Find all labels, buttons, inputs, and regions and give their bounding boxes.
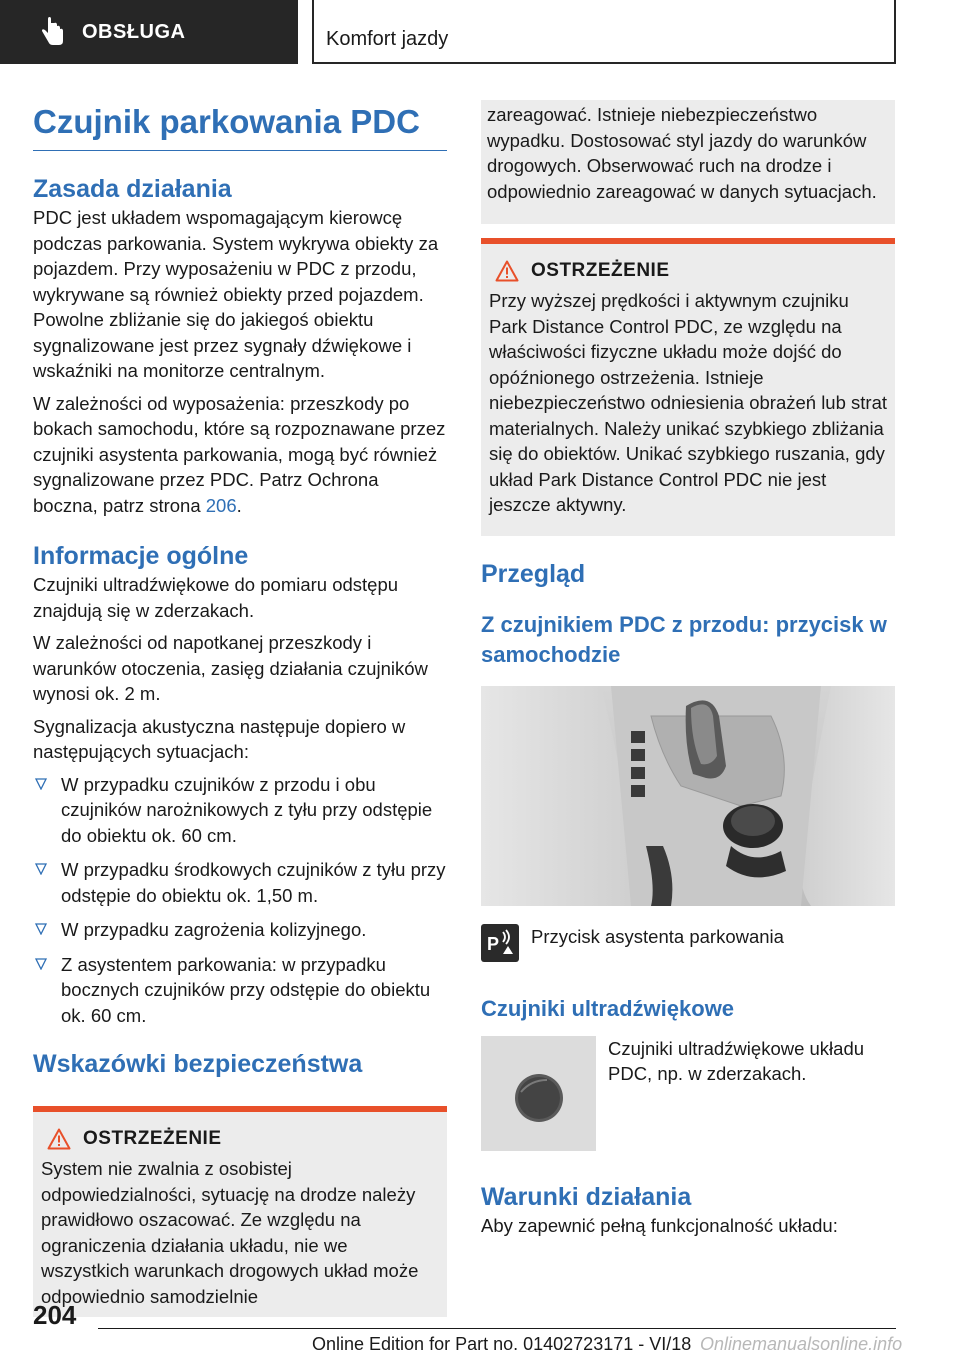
principle-paragraph-2 xyxy=(33,391,447,519)
triangle-bullet-icon xyxy=(35,923,47,935)
heading-operating-conditions: Warunki działania xyxy=(481,1182,692,1211)
car-interior-photo xyxy=(481,686,895,906)
list-item xyxy=(33,952,447,1029)
triangle-bullet-icon xyxy=(35,958,47,970)
warning-box xyxy=(33,1106,447,1317)
warning-box xyxy=(481,238,895,536)
triangle-bullet-icon xyxy=(35,778,47,790)
left-column xyxy=(33,100,447,1317)
sensor-figure xyxy=(481,1036,895,1151)
button-caption: Przycisk asystenta parkowania xyxy=(531,925,784,947)
page-number: 204 xyxy=(33,1300,77,1330)
svg-text:P: P xyxy=(487,933,500,954)
button-legend xyxy=(481,924,895,962)
page-link-206[interactable]: 206 xyxy=(205,494,237,516)
principle-paragraph-2-text: W zależności od wyposażenia: przeszkody po bokach samochodu, które są rozpoznawane przez czujniki asystenta parkowania, mogą być również sygnalizowane przez PDC. Patrz Ochrona boczna, patrz strona xyxy=(33,392,446,516)
ultrasonic-sensor-image xyxy=(481,1036,596,1151)
warning-text: Przy wyższej prędkości i aktywnym czujniku Park Distance Control PDC, ze względu na właściwości fizyczne układu może dojść do opóźnionego ostrzeżenia. Istnieje niebezpieczeństwo odniesienia obrażeń lub strat materialnych. Należy unikać szybkiego zbliżania się do obiektów. Unikać szybkiego ruszania, gdy układ Park Distance Control PDC nie jest jeszcze aktywny. xyxy=(489,290,888,515)
watermark: Onlinemanualsonline.info xyxy=(700,1334,903,1354)
warning-box-continued xyxy=(481,100,895,224)
conditions-text: Aby zapewnić pełną funkcjonalność układu: xyxy=(481,1214,838,1236)
edition-text: Online Edition for Part no. 01402723171 - VI/18 xyxy=(312,1334,692,1354)
list-item xyxy=(33,917,447,943)
heading-safety: Wskazówki bezpieczeństwa xyxy=(33,1050,363,1078)
signal-conditions-list xyxy=(33,772,447,1029)
heading-overview: Przegląd xyxy=(481,559,586,588)
heading-ultrasonic-sensors: Czujniki ultradźwiękowe xyxy=(481,995,735,1021)
triangle-bullet-icon xyxy=(35,863,47,875)
heading-general-info: Informacje ogólne xyxy=(33,542,249,570)
principle-paragraph-2-end: . xyxy=(236,494,242,516)
warning-header xyxy=(41,1128,439,1150)
right-column xyxy=(481,100,895,1245)
principle-paragraph-1: PDC jest układem wspomagającym kierowcę podczas parkowania. System wykrywa obiekty za pojazdem. Przy wyposażeniu w PDC z przodu, wykrywane są również obiekty przed pojazdem. Powolne zbliżanie się do jakiegoś obiektu sygnalizowane jest przez sygnały dźwiękowe i wskaźniki na monitorze centralnym. xyxy=(33,207,439,381)
list-item xyxy=(33,772,447,849)
hand-pointer-icon xyxy=(40,17,66,47)
heading-principle: Zasada działania xyxy=(33,175,232,203)
center-console-image xyxy=(481,686,895,906)
warning-text: System nie zwalnia z osobistej odpowiedzialności, sytuację na drodze należy prawidłowo oszacować. Ze względu na ograniczenia działania układu, nie we wszystkich warunkach drogowych układ może odpowiednio samodzielnie xyxy=(41,1158,419,1307)
sensors-text: Czujniki ultradźwiękowe układu PDC, np. w zderzakach. xyxy=(608,1037,865,1084)
list-item-text: W przypadku środkowych czujników z tyłu przy odstępie do obiektu ok. 1,50 m. xyxy=(61,859,446,906)
warning-title: OSTRZEŻENIE xyxy=(531,260,670,281)
list-item-text: W przypadku zagrożenia kolizyjnego. xyxy=(61,919,367,940)
list-item xyxy=(33,857,447,908)
warning-triangle-icon xyxy=(47,1128,71,1150)
section-tab-label: OBSŁUGA xyxy=(82,20,186,43)
parking-assistant-button-icon xyxy=(481,924,519,962)
page-title: Czujnik parkowania PDC xyxy=(33,100,447,151)
warning-header xyxy=(489,260,887,282)
heading-front-pdc-button: Z czujnikiem PDC z przodu: przycisk w samochodzie xyxy=(481,611,887,667)
list-item-text: Z asystentem parkowania: w przypadku bocznych czujników przy odstępie do obiektu ok. 60 cm. xyxy=(61,953,431,1026)
general-paragraph-2: W zależności od napotkanej przeszkody i warunków otoczenia, zasięg działania czujników wynosi ok. 2 m. xyxy=(33,632,428,704)
warning-triangle-icon xyxy=(495,260,519,282)
warning-title: OSTRZEŻENIE xyxy=(83,1128,222,1149)
general-paragraph-3: Sygnalizacja akustyczna następuje dopiero w następujących sytuacjach: xyxy=(33,715,406,762)
warning-continued-text: zareagować. Istnieje niebezpieczeństwo wypadku. Dostosować styl jazdy do warunków drogowych. Obserwować ruch na drodze i odpowiednio zareagować w danych sytuacjach. xyxy=(487,104,877,202)
chapter-header xyxy=(312,0,896,64)
list-item-text: W przypadku czujników z przodu i obu czujników narożnikowych z tyłu przy odstępie do obiektu ok. 60 cm. xyxy=(61,773,433,846)
general-paragraph-1: Czujniki ultradźwiękowe do pomiaru odstępu znajdują się w zderzakach. xyxy=(33,574,399,621)
chapter-title: Komfort jazdy xyxy=(326,28,449,50)
footer-divider xyxy=(98,1328,896,1329)
section-tab xyxy=(0,0,298,64)
